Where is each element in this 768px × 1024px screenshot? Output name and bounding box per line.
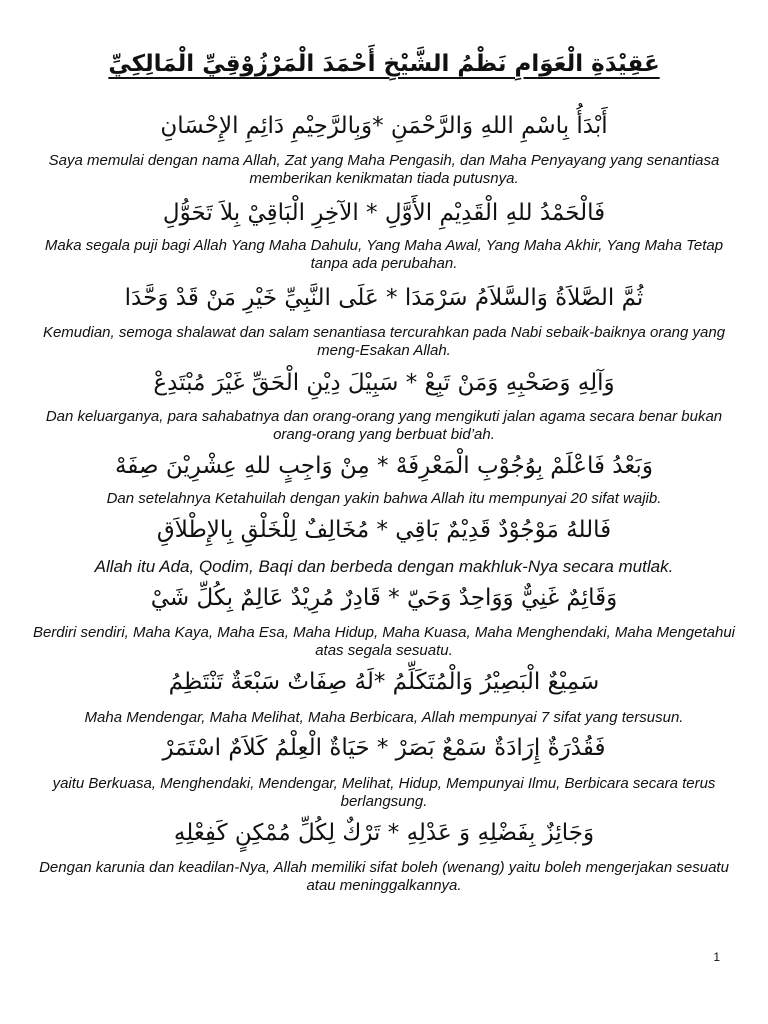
verse-10-translation: Dengan karunia dan keadilan-Nya, Allah memiliki sifat boleh (wenang) yaitu boleh mengerjakan sesuatu atau meninggalkannya. [39,859,729,894]
verse-1-translation: Saya memulai dengan nama Allah, Zat yang Maha Pengasih, dan Maha Penyayang yang senantiasa memberikan kenikmatan tiada putusnya. [48,152,720,187]
verse-8-arabic: سَمِيْعٌ الْبَصِيْرُ وَالْمُتَكَلِّمُ *لَهُ صِفَاتٌ سَبْعَةٌ تَنْتَظِمُ [168,669,600,695]
verse-4-arabic: وَآلِهِ وَصَحْبِهِ وَمَنْ تَبِعْ * سَبِيْلَ دِيْنِ الْحَقِّ غَيْرَ مُبْتَدِعْ [153,370,615,396]
verse-7-arabic: وَقَائِمٌ غَنِيٌّ وَوَاحِدٌ وَحَيّ * قَادِرٌ مُرِيْدٌ عَالِمٌ بِكُلِّ شَيْ [150,585,618,611]
verse-9-arabic: فَقُدْرَةٌ إِرَادَةٌ سَمْعٌ بَصَرْ * حَيَاةٌ الْعِلْمُ كَلاَمٌ اسْتَمَرْ [162,735,606,761]
page-number: 1 [713,950,720,964]
verse-6-translation: Allah itu Ada, Qodim, Baqi dan berbeda dengan makhluk-Nya secara mutlak. [94,557,674,576]
verse-10-arabic: وَجَائِزٌ بِفَضْلِهِ وَ عَدْلِهِ * تَرْكٌ لِكُلِّ مُمْكِنٍ كَفِعْلِهِ [173,820,595,846]
verse-2-translation: Maka segala puji bagi Allah Yang Maha Dahulu, Yang Maha Awal, Yang Maha Akhir, Yang Maha Tetap tanpa ada perubahan. [44,237,724,272]
verse-5-translation: Dan setelahnya Ketahuilah dengan yakin bahwa Allah itu mempunyai 20 sifat wajib. [106,490,662,507]
verse-3-translation: Kemudian, semoga shalawat dan salam senantiasa tercurahkan pada Nabi sebaik-baiknya orang yang meng-Esakan Allah. [42,324,726,359]
page-title: عَقِيْدَةِ الْعَوَامِ نَظْمُ الشَّيْخِ أَحْمَدَ الْمَرْزُوْقِيِّ الْمَالِكِيِّ [108,51,660,77]
verse-5-arabic: وَبَعْدُ فَاعْلَمْ بِوُجُوْبِ الْمَعْرِفَهْ * مِنْ وَاجِبٍ للهِ عِشْرِيْنَ صِفَهْ [115,453,653,479]
verse-3-arabic: ثُمَّ الصَّلاَةُ وَالسَّلاَمُ سَرْمَدَا * عَلَى النَّبِيِّ خَيْرِ مَنْ قَدْ وَحَّدَا [124,285,644,311]
verse-8-translation: Maha Mendengar, Maha Melihat, Maha Berbicara, Allah mempunyai 7 sifat yang tersusun. [84,709,684,726]
verse-9-translation: yaitu Berkuasa, Menghendaki, Mendengar, Melihat, Hidup, Mempunyai Ilmu, Berbicara secara terus berlangsung. [52,775,716,810]
verse-2-arabic: فَالْحَمْدُ للهِ الْقَدِيْمِ الأَوَّلِ * الآخِرِ الْبَاقِيْ بِلاَ تَحَوُّلِ [162,200,606,226]
verse-1-arabic: أَبْدَأُ بِاسْمِ اللهِ وَالرَّحْمَنِ *وَبِالرَّحِيْمِ دَائِمِ الإِحْسَانِ [160,113,608,139]
verse-7-translation: Berdiri sendiri, Maha Kaya, Maha Esa, Maha Hidup, Maha Kuasa, Maha Menghendaki, Maha Mengetahui atas segala sesuatu. [32,624,736,659]
verse-6-arabic: فَاللهُ مَوْجُوْدٌ قَدِيْمٌ بَاقِي * مُخَالِفٌ لِلْخَلْقِ بِالإِطْلاَقِ [156,517,612,543]
verse-4-translation: Dan keluarganya, para sahabatnya dan orang-orang yang mengikuti jalan agama secara benar bukan orang-orang yang berbuat bid’ah. [45,408,723,443]
